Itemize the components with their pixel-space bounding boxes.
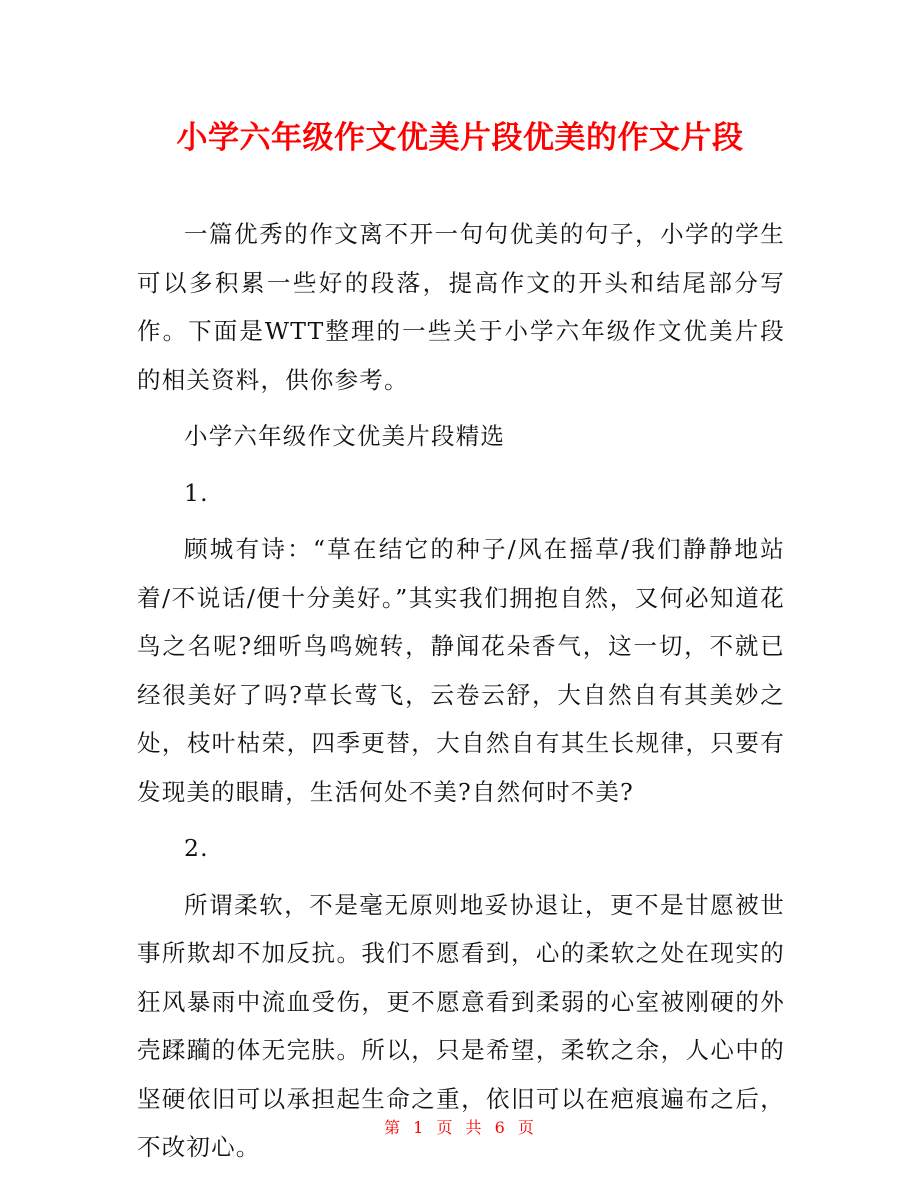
document-body	[137, 210, 785, 1180]
item-number-2: 2.	[184, 834, 209, 862]
excerpt-paragraph-1: 顾城有诗：“草在结它的种子/风在摇草/我们静静地站着/不说话/便十分美好。”其实我们拥抱自然，又何必知道花鸟之名呢?细听鸟鸣婉转，静闻花朵香气，这一切，不就已经很美好了吗?草长莺飞，云卷云舒，大自然自有其美妙之处，枝叶枯荣，四季更替，大自然自有其生长规律，只要有发现美的眼睛，生活何处不美?自然何时不美?	[137, 535, 785, 806]
intro-paragraph: 一篇优秀的作文离不开一句句优美的句子，小学的学生可以多积累一些好的段落，提高作文的开头和结尾部分写作。下面是WTT整理的一些关于小学六年级作文优美片段的相关资料，供你参考。	[137, 220, 785, 394]
section-heading: 小学六年级作文优美片段精选	[184, 422, 506, 450]
document-title: 小学六年级作文优美片段优美的作文片段	[176, 120, 744, 156]
item-number-1: 1.	[184, 478, 209, 507]
page-footer: 第 1 页 共 6 页	[384, 1118, 536, 1137]
excerpt-paragraph-2: 所谓柔软，不是毫无原则地妥协退让，更不是甘愿被世事所欺却不加反抗。我们不愿看到，心的柔软之处在现实的狂风暴雨中流血受伤，更不愿意看到柔弱的心室被刚硬的外壳蹂躏的体无完肤。所以，只是希望，柔软之余，人心中的坚硬依旧可以承担起生命之重，依旧可以在疤痕遍布之后，不改初心。	[137, 890, 785, 1161]
